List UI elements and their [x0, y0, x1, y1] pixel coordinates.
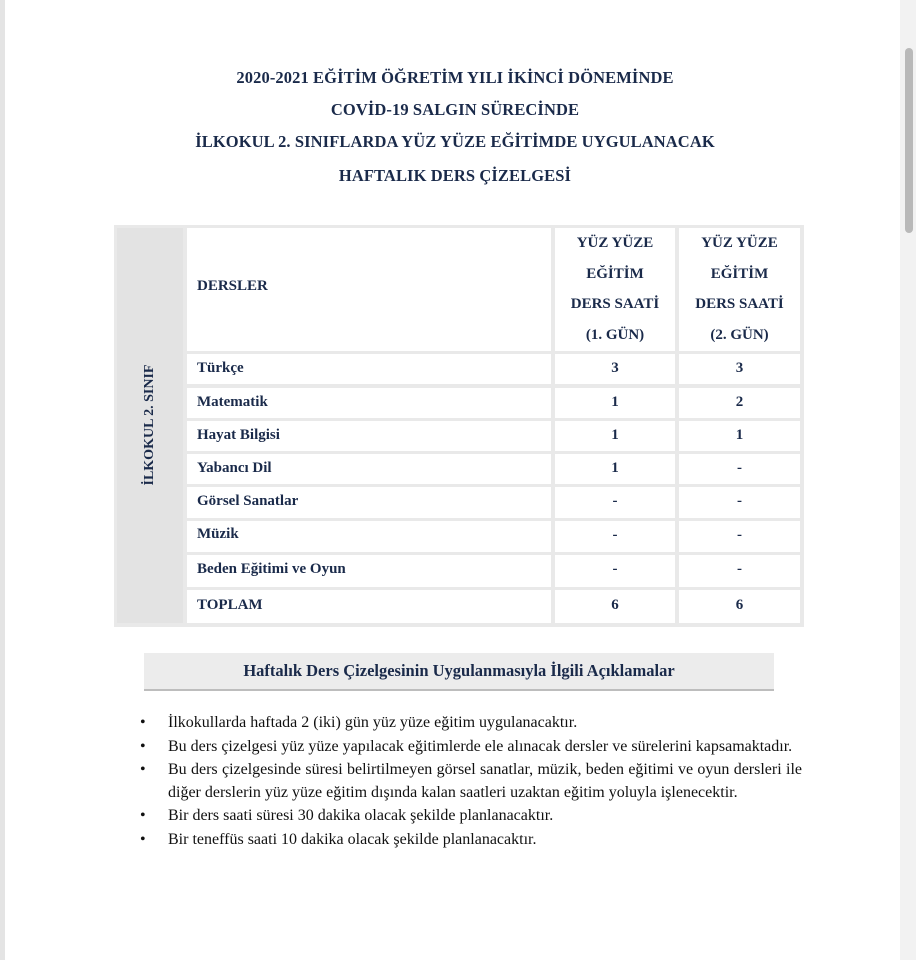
page-left-edge: [0, 0, 5, 960]
list-item-text: İlkokullarda haftada 2 (iki) gün yüz yüze eğitim uygulanacaktır.: [168, 714, 578, 731]
bullet-icon: •: [140, 737, 146, 755]
table-cell-day2: [679, 454, 800, 484]
subject-name: Müzik: [197, 526, 239, 542]
hours-day2: -: [737, 527, 742, 543]
column-header-day1-line: EĞİTİM: [586, 265, 644, 282]
header-subject-cell: [187, 228, 551, 351]
table-cell-day2: [679, 354, 800, 384]
table-cell-total-day1: [555, 590, 675, 623]
column-header-day1: [555, 228, 675, 350]
table-cell-day1: [555, 454, 675, 484]
hours-day1: 3: [611, 360, 619, 376]
hours-day1: -: [612, 561, 618, 577]
hours-day1: -: [612, 493, 618, 509]
title-line-3: İLKOKUL 2. SINIFLARDA YÜZ YÜZE EĞİTİMDE UYGULANACAK: [195, 132, 715, 151]
column-header-day2-line: (2. GÜN): [710, 326, 769, 343]
subject-name: Matematik: [197, 394, 268, 410]
notes-heading-bar: [144, 653, 774, 691]
table-cell-day2: [679, 555, 800, 587]
total-label: TOPLAM: [197, 597, 263, 613]
list-item: [140, 829, 802, 852]
table-cell-day1: [555, 555, 675, 587]
title-line-1: 2020-2021 EĞİTİM ÖĞRETİM YILI İKİNCİ DÖNEMİNDE: [236, 68, 674, 87]
table-row-subject: [187, 521, 551, 552]
column-header-day2-line: DERS SAATİ: [695, 296, 784, 312]
hours-day2: 3: [735, 360, 744, 376]
table-cell-day2: [679, 421, 800, 451]
column-header-subjects: DERSLER: [197, 278, 268, 294]
list-item: [140, 805, 802, 828]
table-cell-day1: [555, 487, 675, 518]
title-line-4: HAFTALIK DERS ÇİZELGESİ: [338, 166, 572, 185]
bullet-icon: •: [140, 830, 146, 848]
subject-name: Hayat Bilgisi: [197, 427, 280, 443]
table-cell-day1: [555, 354, 675, 384]
hours-day2: 1: [735, 427, 744, 443]
table-row-total: [187, 590, 551, 623]
table-row-subject: [187, 421, 551, 451]
header-day1-cell: [555, 228, 675, 351]
header-day2-cell: [679, 228, 800, 351]
schedule-table: [114, 225, 804, 627]
list-item: [140, 736, 802, 759]
list-item: [140, 759, 802, 804]
hours-day1: 1: [611, 394, 619, 410]
column-header-day2-line: EĞİTİM: [710, 265, 769, 282]
hours-day1: -: [612, 527, 618, 543]
list-item-text: Bir ders saati süresi 30 dakika olacak şekilde planlanacaktır.: [168, 807, 554, 824]
list-item-text: Bir teneffüs saati 10 dakika olacak şekilde planlanacaktır.: [168, 830, 537, 848]
hours-day1: 1: [611, 460, 619, 476]
hours-day2: 2: [735, 394, 744, 410]
column-header-day1-line: (1. GÜN): [585, 326, 645, 343]
table-cell-total-day2: [679, 590, 800, 623]
table-cell-day2: [679, 521, 800, 552]
subject-name: Beden Eğitimi ve Oyun: [197, 561, 346, 577]
column-header-day2: [679, 228, 800, 350]
list-item-text: Bu ders çizelgesinde süresi belirtilmeyen görsel sanatlar, müzik, beden eğitimi ve oyun dersleri ile diğer derslerin yüz yüze eğitim dışında kalan saatleri uzaktan eğitim yoluyla işlenecektir.: [168, 761, 802, 801]
column-header-day2-line: YÜZ YÜZE: [701, 235, 778, 251]
table-row-subject: [187, 555, 551, 587]
hours-day2: -: [737, 493, 742, 509]
column-header-day1-line: DERS SAATİ: [570, 296, 660, 312]
subject-name: Yabancı Dil: [197, 460, 272, 476]
hours-day1: 1: [611, 427, 619, 443]
grade-side-label: İLKOKUL 2. SINIF: [142, 364, 157, 486]
table-cell-day2: [679, 388, 800, 418]
hours-day2: -: [737, 561, 742, 577]
subject-name: Görsel Sanatlar: [197, 493, 299, 509]
side-label-cell: [117, 228, 183, 623]
column-header-day1-line: YÜZ YÜZE: [576, 235, 654, 251]
notes-list: [140, 712, 802, 851]
table-row-subject: [187, 388, 551, 418]
hours-day2: -: [737, 460, 742, 476]
scrollbar-track[interactable]: [900, 0, 916, 960]
table-cell-day1: [555, 421, 675, 451]
list-item-text: Bu ders çizelgesi yüz yüze yapılacak eğitimlerde ele alınacak dersler ve sürelerini kapsamaktadır.: [168, 737, 793, 755]
table-cell-day2: [679, 487, 800, 518]
bullet-icon: •: [140, 807, 146, 824]
table-cell-day1: [555, 521, 675, 552]
total-day2: 6: [735, 597, 744, 613]
bullet-icon: •: [140, 714, 146, 731]
total-day1: 6: [611, 597, 619, 613]
list-item: [140, 712, 802, 735]
scrollbar-thumb[interactable]: [905, 48, 913, 233]
table-row-subject: [187, 487, 551, 518]
notes-heading: Haftalık Ders Çizelgesinin Uygulanmasıyla İlgili Açıklamalar: [243, 661, 675, 680]
table-cell-day1: [555, 388, 675, 418]
title-line-2: COVİD-19 SALGIN SÜRECİNDE: [330, 100, 580, 119]
subject-name: Türkçe: [197, 360, 244, 376]
table-row-subject: [187, 354, 551, 384]
table-row-subject: [187, 454, 551, 484]
bullet-icon: •: [140, 761, 146, 778]
